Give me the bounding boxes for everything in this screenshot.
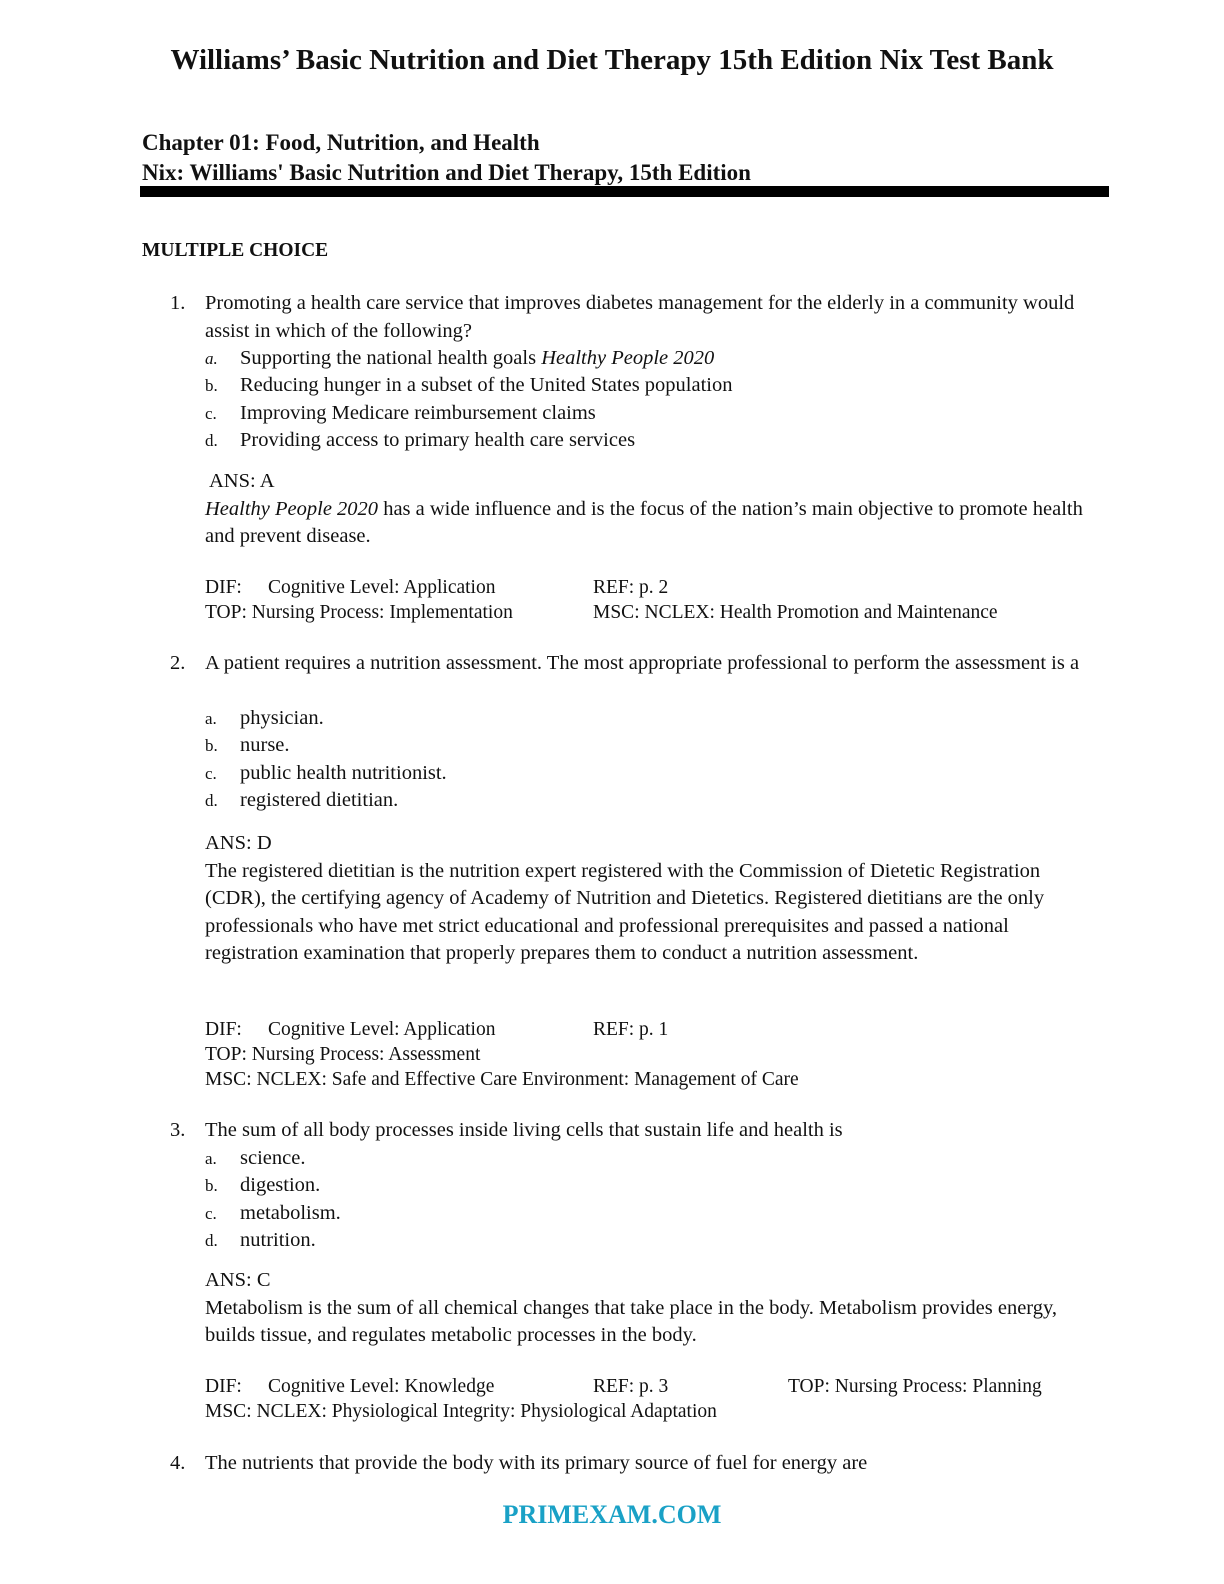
question-number: 3.	[170, 1119, 186, 1141]
option-text: Providing access to primary health care services	[240, 429, 636, 452]
answer-block	[205, 468, 1095, 551]
question-metadata	[205, 575, 1105, 625]
question-number: 2.	[170, 652, 186, 674]
option-letter: a.	[205, 1149, 217, 1168]
meta-topic: TOP: Nursing Process: Planning	[788, 1376, 1042, 1397]
option-letter: c.	[205, 763, 217, 783]
meta-topic: TOP: Nursing Process: Implementation	[205, 602, 513, 623]
answer-rationale: Metabolism is the sum of all chemical changes that take place in the body. Metabolism provides energy, builds tissue, and regulates metabolic processes in the body.	[205, 1296, 1058, 1346]
option-letter: a.	[205, 349, 218, 368]
option-text: nutrition.	[240, 1229, 316, 1252]
option-text: metabolism.	[240, 1201, 341, 1224]
question-stem: The nutrients that provide the body with its primary source of fuel for energy are	[205, 1452, 868, 1474]
question-stem: Promoting a health care service that improves diabetes management for the elderly in a community would assist in which of the following?	[205, 292, 1075, 342]
option-letter: d.	[205, 431, 218, 451]
option-letter: d.	[205, 791, 218, 811]
meta-dif: DIF:	[205, 1376, 242, 1397]
question-number: 4.	[170, 1452, 186, 1474]
meta-ref: REF: p. 3	[593, 1376, 669, 1397]
meta-msc: MSC: NCLEX: Safe and Effective Care Environment: Management of Care	[205, 1069, 799, 1090]
option-text: Improving Medicare reimbursement claims	[240, 401, 596, 424]
meta-ref: REF: p. 2	[593, 577, 669, 598]
option-letter: b.	[205, 736, 218, 756]
section-heading: MULTIPLE CHOICE	[142, 240, 329, 261]
meta-dif: DIF:	[205, 1019, 242, 1040]
meta-cognitive-level: Cognitive Level: Knowledge	[268, 1376, 495, 1397]
option-text: nurse.	[240, 734, 290, 757]
chapter-heading	[142, 128, 751, 188]
option-letter: c.	[205, 1203, 217, 1223]
question-metadata	[205, 1017, 1105, 1092]
watermark-text: PRIMEXAM.COM	[502, 1500, 722, 1529]
option-text: registered dietitian.	[240, 789, 399, 812]
question-stem: A patient requires a nutrition assessment. The most appropriate professional to perform the assessment is a	[205, 652, 1080, 674]
answer-block	[205, 830, 1095, 968]
meta-msc: MSC: NCLEX: Physiological Integrity: Physiological Adaptation	[205, 1401, 717, 1422]
meta-ref: REF: p. 1	[593, 1019, 669, 1040]
document-title: Williams’ Basic Nutrition and Diet Therapy 15th Edition Nix Test Bank	[170, 44, 1054, 76]
option-letter: d.	[205, 1231, 218, 1251]
option-letter: c.	[205, 403, 217, 423]
option-text: Reducing hunger in a subset of the United States population	[240, 374, 733, 397]
meta-topic: TOP: Nursing Process: Assessment	[205, 1044, 481, 1065]
option-letter: b.	[205, 376, 218, 396]
answer-rationale: Healthy People 2020 has a wide influence and is the focus of the nation’s main objective to promote health and prevent disease.	[205, 497, 1083, 547]
meta-dif: DIF:	[205, 577, 242, 598]
answer-rationale: The registered dietitian is the nutrition expert registered with the Commission of Dietetic Registration (CDR), the certifying agency of Academy of Nutrition and Dietetics. Registered dietitians are the only professionals who have met strict educational and professional prerequisites and passed a national registration examination that properly prepares them to conduct a nutrition assessment.	[205, 859, 1045, 964]
option-letter: a.	[205, 709, 217, 728]
book-subtitle: Nix: Williams' Basic Nutrition and Diet Therapy, 15th Edition	[142, 160, 751, 185]
answer-label: ANS: A	[209, 470, 275, 492]
option-text: science.	[240, 1147, 306, 1169]
meta-msc: MSC: NCLEX: Health Promotion and Maintenance	[593, 602, 998, 623]
meta-cognitive-level: Cognitive Level: Application	[268, 1019, 496, 1040]
question-number: 1.	[170, 292, 186, 314]
question-stem: The sum of all body processes inside living cells that sustain life and health is	[205, 1119, 843, 1141]
option-text: Supporting the national health goals Healthy People 2020	[240, 347, 715, 369]
meta-cognitive-level: Cognitive Level: Application	[268, 577, 496, 598]
option-text: public health nutritionist.	[240, 761, 447, 784]
option-text: physician.	[240, 707, 324, 729]
chapter-title: Chapter 01: Food, Nutrition, and Health	[142, 130, 540, 155]
answer-label: ANS: D	[205, 832, 272, 854]
answer-label: ANS: C	[205, 1269, 271, 1291]
heading-rule	[140, 186, 1109, 197]
question-metadata	[205, 1374, 1105, 1424]
option-letter: b.	[205, 1176, 218, 1196]
answer-block	[205, 1267, 1095, 1350]
option-text: digestion.	[240, 1174, 321, 1197]
